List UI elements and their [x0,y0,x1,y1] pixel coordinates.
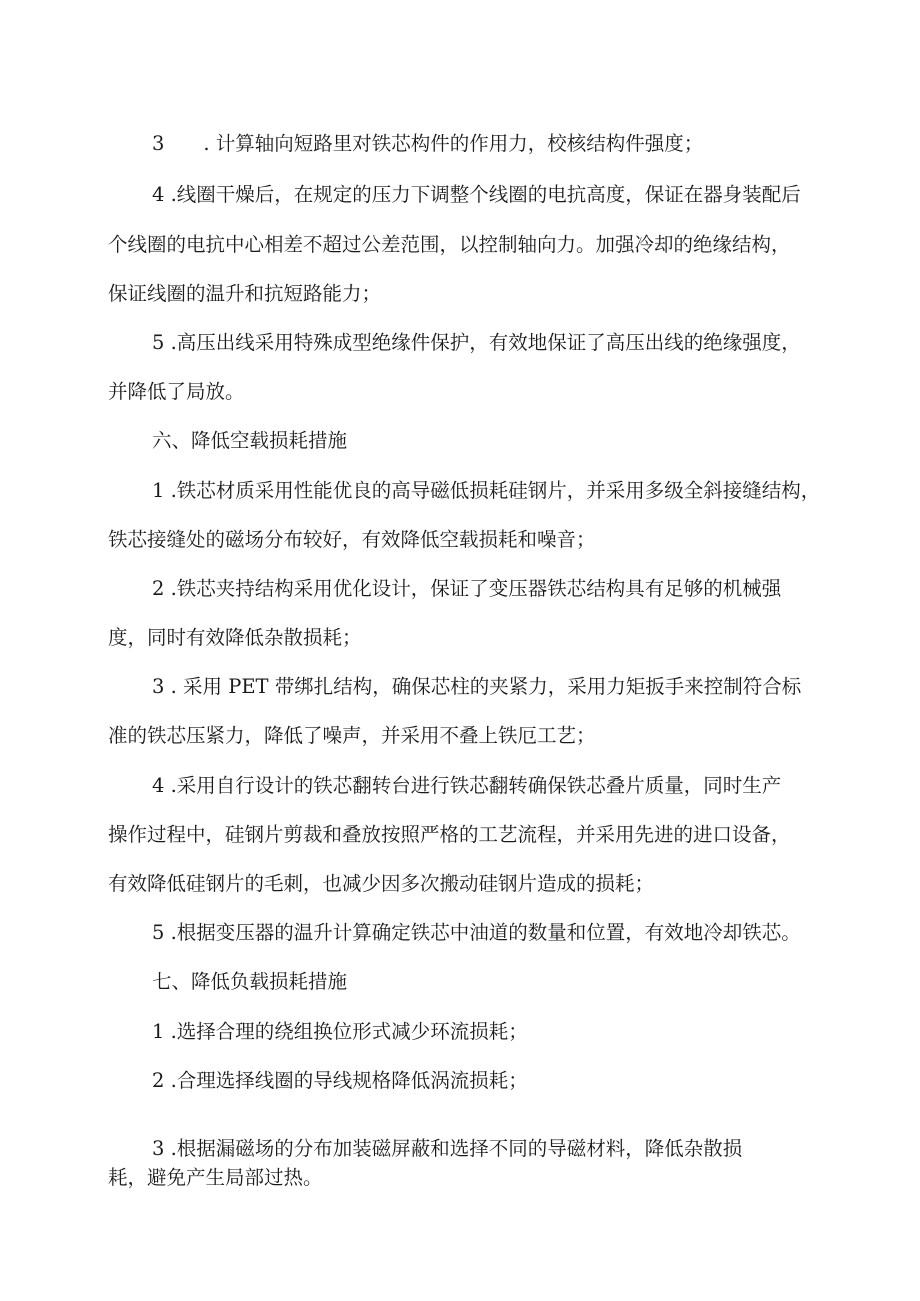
paragraph-13-line-1: 3 .根据漏磁场的分布加装磁屏蔽和选择不同的导磁材料，降低杂散损 [152,1137,743,1160]
paragraph-3-line-1: 5 .高压出线采用特殊成型绝缘件保护，有效地保证了高压出线的绝缘强度， [152,331,801,354]
paragraph-13-line-2: 耗，避免产生局部过热。 [108,1166,323,1189]
section-heading-6: 六、降低空载损耗措施 [152,429,348,452]
paragraph-2-line-2: 个线圈的电抗中心相差不超过公差范围，以控制轴向力。加强冷却的绝缘结构， [108,233,791,256]
paragraph-12-line-1: 2 .合理选择线圈的导线规格降低涡流损耗； [152,1069,528,1092]
section-heading-7: 七、降低负载损耗措施 [152,970,348,993]
paragraph-11-line-1: 1 .选择合理的绕组换位形式减少环流损耗； [152,1020,528,1043]
paragraph-5-line-2: 铁芯接缝处的磁场分布较好，有效降低空载损耗和噪音； [108,528,596,551]
paragraph-1-line-1: 3 . 计算轴向短路里对铁芯构件的作用力，校核结构件强度； [152,132,704,155]
paragraph-8-line-2: 操作过程中，硅钢片剪裁和叠放按照严格的工艺流程，并采用先进的进口设备， [108,823,791,846]
paragraph-3-line-2: 并降低了局放。 [108,380,245,403]
paragraph-8-line-3: 有效降低硅钢片的毛刺，也减少因多次搬动硅钢片造成的损耗； [108,872,655,895]
paragraph-7-line-1: 3 . 采用 PET 带绑扎结构，确保芯柱的夹紧力，采用力矩扳手来控制符合标 [152,675,802,698]
paragraph-7-line-2: 准的铁芯压紧力，降低了噪声，并采用不叠上铁厄工艺； [108,724,596,747]
paragraph-2-line-3: 保证线圈的温升和抗短路能力； [108,282,382,305]
paragraph-5-line-1: 1 .铁芯材质采用性能优良的高导磁低损耗硅钢片，并采用多级全斜接缝结构， [152,479,821,502]
paragraph-8-line-1: 4 .采用自行设计的铁芯翻转台进行铁芯翻转确保铁芯叠片质量，同时生产 [152,774,782,797]
paragraph-9-line-1: 5 .根据变压器的温升计算确定铁芯中油道的数量和位置，有效地冷却铁芯。 [152,921,801,944]
paragraph-6-line-2: 度，同时有效降低杂散损耗； [108,626,362,649]
paragraph-6-line-1: 2 .铁芯夹持结构采用优化设计，保证了变压器铁芯结构具有足够的机械强 [152,577,782,600]
paragraph-2-line-1: 4 .线圈干燥后，在规定的压力下调整个线圈的电抗高度，保证在器身装配后 [152,183,801,206]
